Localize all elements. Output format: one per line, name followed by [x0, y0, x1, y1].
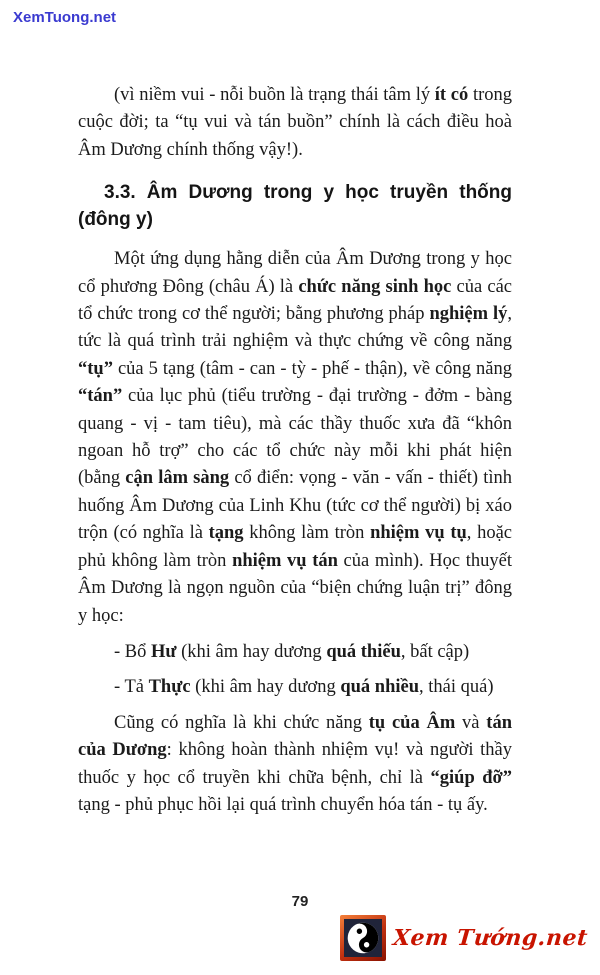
section-heading — [78, 180, 512, 233]
site-logo — [340, 915, 588, 961]
section-heading-line-2: (đông y) — [78, 208, 153, 230]
paragraph: Cũng có nghĩa là khi chức năng tụ của Âm và tán của Dương: không hoàn thành nhiệm vụ! và người thầy thuốc y học cổ truyền khi chữa bệnh, chỉ là “giúp đỡ” tạng - phủ phục hồi lại quá trình chuyển hóa tán - tụ ấy. — [78, 712, 512, 815]
section-heading-line-1: 3.3. Âm Dương trong y học truyền thống — [104, 182, 512, 204]
yin-yang-glyph — [340, 915, 386, 961]
list-item: - Tả Thực (khi âm hay dương quá nhiều, thái quá) — [114, 677, 494, 698]
page-content — [78, 82, 512, 828]
paragraph: (vì niềm vui - nỗi buồn là trạng thái tâm lý ít có trong cuộc đời; ta “tụ vui và tán buồn” chính là cách điều hoà Âm Dương chính thống vậy!). — [78, 85, 512, 160]
page-number: 79 — [291, 893, 309, 910]
site-logo-text: Xem Tướng.net — [392, 925, 590, 951]
yin-yang-icon-background — [344, 919, 382, 957]
list-item: - Bổ Hư (khi âm hay dương quá thiếu, bất cập) — [114, 641, 470, 662]
yin-yang-icon — [340, 915, 386, 961]
paragraph: Một ứng dụng hằng diễn của Âm Dương trong y học cổ phương Đông (châu Á) là chức năng sinh học của các tổ chức trong cơ thể người; bằng phương pháp nghiệm lý, tức là quá trình trải nghiệm và thực chứng về công năng “tụ” của 5 tạng (tâm - can - tỳ - phế - thận), về công năng “tán” của lục phủ (tiểu trường - đại trường - đởm - bàng quang - vị - tam tiêu), mà các thầy thuốc xưa đã “khôn ngoan hỗ trợ” cho các tổ chức này mỗi khi phát hiện (bằng cận lâm sàng cổ điển: vọng - văn - vấn - thiết) tình huống Âm Dương của Linh Khu (tức cơ thể người) bị xáo trộn (có nghĩa là tạng không làm tròn nhiệm vụ tụ, hoặc phủ không làm tròn nhiệm vụ tán của mình). Học thuyết Âm Dương là ngọn nguồn của “biện chứng luận trị” đông y học: — [78, 249, 513, 626]
site-watermark-top: XemTuong.net — [13, 9, 117, 26]
